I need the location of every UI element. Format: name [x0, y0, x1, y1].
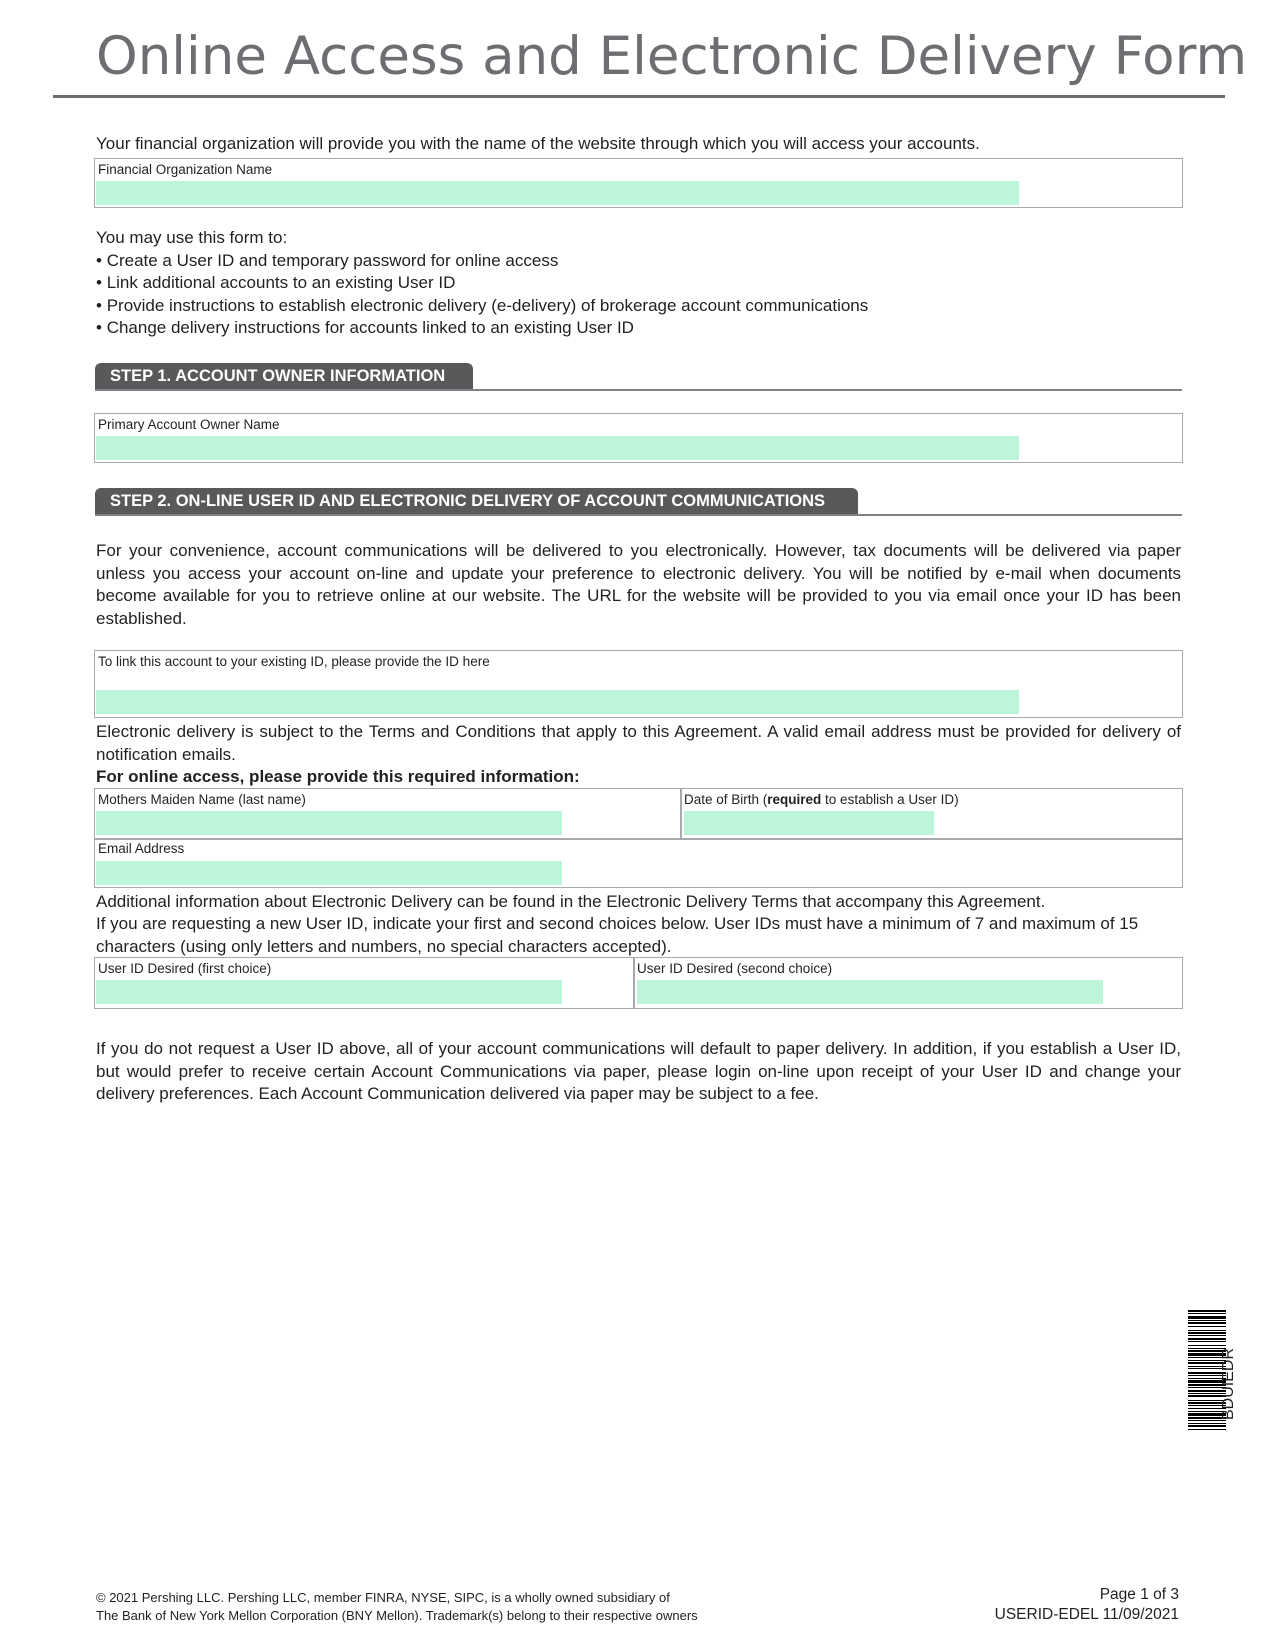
userid-choices-grid — [94, 957, 1183, 1009]
required-info-grid — [94, 788, 1183, 888]
page-number: Page 1 of 3 — [1099, 1586, 1179, 1603]
intro-text: Your financial organization will provide you with the name of the website through which you will access your accounts. — [96, 134, 980, 153]
required-info-heading: For online access, please provide this required information: — [96, 767, 580, 786]
step1-heading: STEP 1. ACCOUNT OWNER INFORMATION — [95, 363, 473, 390]
barcode-bar — [1188, 1425, 1226, 1427]
primary-owner-label: Primary Account Owner Name — [98, 417, 280, 432]
uses-section — [96, 227, 1181, 340]
step2-heading: STEP 2. ON-LINE USER ID AND ELECTRONIC DELIVERY OF ACCOUNT COMMUNICATIONS — [95, 488, 858, 515]
barcode-text: BDUIEDR — [1220, 1347, 1237, 1420]
primary-owner-input[interactable] — [96, 436, 1019, 460]
barcode-bar — [1188, 1345, 1226, 1346]
userid-second-input[interactable] — [637, 980, 1103, 1004]
primary-owner-box — [94, 413, 1183, 463]
barcode-bar — [1188, 1335, 1226, 1336]
barcode-bar — [1188, 1330, 1226, 1331]
footer-line2: The Bank of New York Mellon Corporation (BNY Mellon). Trademark(s) belong to their respective owners — [96, 1608, 698, 1623]
email-input[interactable] — [96, 861, 562, 885]
footer-copyright — [96, 1589, 698, 1625]
barcode-bar — [1188, 1338, 1226, 1340]
list-item: • Create a User ID and temporary password for online access — [96, 250, 1181, 273]
financial-org-label: Financial Organization Name — [98, 162, 273, 177]
uses-heading: You may use this form to: — [96, 228, 288, 247]
existing-id-input[interactable] — [96, 690, 1019, 714]
userid-second-label: User ID Desired (second choice) — [637, 961, 833, 976]
list-item: • Link additional accounts to an existing User ID — [96, 272, 1181, 295]
uses-list — [96, 250, 1181, 340]
list-item: • Provide instructions to establish electronic delivery (e-delivery) of brokerage account communications — [96, 295, 1181, 318]
step2-para3: Additional information about Electronic Delivery can be found in the Electronic Delivery Terms that accompany this Agreement. — [96, 892, 1046, 911]
footer-line1: © 2021 Pershing LLC. Pershing LLC, member FINRA, NYSE, SIPC, is a wholly owned subsidiary of — [96, 1590, 670, 1605]
barcode-bar — [1188, 1322, 1226, 1324]
barcode-bar — [1188, 1332, 1226, 1334]
financial-org-box — [94, 158, 1183, 208]
step2-para2: Electronic delivery is subject to the Terms and Conditions that apply to this Agreement. A valid email address must be provided for delivery of notification emails. — [96, 722, 1181, 764]
barcode-bar — [1188, 1313, 1226, 1314]
step2-para5: If you do not request a User ID above, all of your account communications will default to paper delivery. In addition, if you establish a User ID, but would prefer to receive certain Account Communications via paper, please login on-line upon receipt of your User ID and change your delivery preferences. Each Account Communication delivered via paper may be subject to a fee. — [96, 1039, 1181, 1103]
barcode-bar — [1188, 1420, 1226, 1421]
dob-label — [684, 792, 959, 807]
step2-rule — [95, 514, 1182, 516]
step2-para1: For your convenience, account communications will be delivered to you electronically. However, tax documents will be delivered via paper unless you access your account on-line and update your preference to electronic delivery. You will be notified by e-mail when documents become available for you to retrieve online at our website. The URL for the website will be provided to you via email once your ID has been established. — [96, 541, 1181, 628]
userid-first-input[interactable] — [96, 980, 562, 1004]
grid-divider — [680, 789, 682, 838]
barcode-bar — [1188, 1316, 1226, 1319]
financial-org-input[interactable] — [96, 181, 1019, 205]
barcode-bar — [1188, 1326, 1226, 1327]
maiden-name-input[interactable] — [96, 811, 562, 835]
page-title: Online Access and Electronic Delivery Form — [96, 26, 1248, 87]
existing-id-box — [94, 650, 1183, 718]
barcode-bar — [1188, 1320, 1226, 1321]
dob-label-pre: Date of Birth ( — [684, 792, 768, 807]
barcode-bar — [1188, 1310, 1226, 1312]
grid-divider — [633, 958, 635, 1008]
barcode-bar — [1188, 1429, 1226, 1430]
userid-first-label: User ID Desired (first choice) — [98, 961, 272, 976]
form-id: USERID-EDEL 11/09/2021 — [994, 1606, 1179, 1623]
title-rule — [53, 95, 1225, 98]
dob-label-required: required — [767, 792, 822, 807]
email-label: Email Address — [98, 841, 185, 856]
barcode-bar — [1188, 1341, 1226, 1342]
grid-row-divider — [95, 838, 1182, 840]
step1-rule — [95, 389, 1182, 391]
dob-input[interactable] — [684, 811, 934, 835]
barcode-bar — [1188, 1423, 1226, 1424]
list-item: • Change delivery instructions for accounts linked to an existing User ID — [96, 317, 1181, 340]
maiden-name-label: Mothers Maiden Name (last name) — [98, 792, 306, 807]
barcode-image — [1188, 1310, 1226, 1550]
dob-label-post: to establish a User ID) — [821, 792, 959, 807]
existing-id-label: To link this account to your existing ID, please provide the ID here — [98, 654, 490, 669]
footer-page-info — [995, 1585, 1179, 1625]
step2-para4: If you are requesting a new User ID, indicate your first and second choices below. User IDs must have a minimum of 7 and maximum of 15 characters (using only letters and numbers, no special characters accepted). — [96, 914, 1139, 956]
